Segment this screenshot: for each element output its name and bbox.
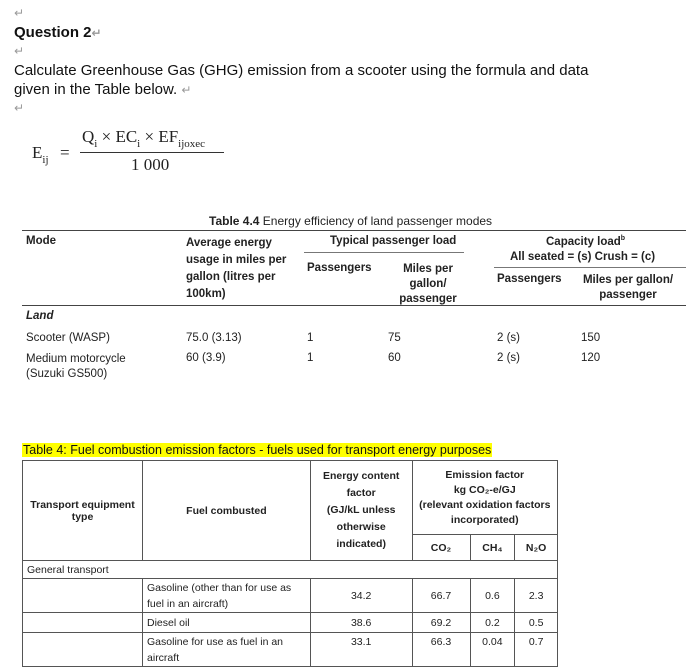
table4-cell-energy: 33.1 bbox=[310, 633, 412, 667]
table4-header-co2: CO₂ bbox=[412, 535, 470, 561]
table44-row-cap-mpg: 120 bbox=[581, 352, 601, 364]
table44-header-mode: Mode bbox=[26, 235, 57, 247]
paragraph-mark: ↵ bbox=[14, 44, 25, 58]
table44-row-avg: 60 (3.9) bbox=[186, 352, 226, 364]
table44-row-passengers: 1 bbox=[307, 332, 314, 344]
formula-denominator: 1 000 bbox=[131, 155, 170, 174]
formula-numerator: $Q_i \times EC_i \times EF_{ijoxec}$ bbox=[82, 127, 206, 150]
table44-row-cap-passengers: 2 (s) bbox=[497, 332, 520, 344]
capacity-load-rule bbox=[494, 267, 686, 268]
table44-row-avg: 75.0 (3.13) bbox=[186, 332, 242, 344]
table4-header-emission: Emission factor kg CO₂-e/GJ (relevant oxidation factors incorporated) bbox=[412, 461, 557, 535]
table4-cell-co2: 69.2 bbox=[412, 613, 470, 633]
table4-header-fuel: Fuel combusted bbox=[143, 461, 311, 561]
paragraph-mark: ↵ bbox=[91, 26, 102, 40]
table44-header-cap-mpg: Miles per gallon/ passenger bbox=[582, 274, 674, 301]
table44-header-mpg-passenger: Miles per gallon/ passenger bbox=[399, 263, 457, 305]
table44-row-mpg: 75 bbox=[388, 332, 401, 344]
table44-header-capacity-load: Capacity load$^b$ bbox=[546, 235, 626, 248]
table4-cell-energy: 34.2 bbox=[310, 579, 412, 613]
table-row bbox=[23, 461, 558, 535]
paragraph-mark: ↵ bbox=[14, 6, 25, 20]
table4-cell-ch4: 0.6 bbox=[470, 579, 515, 613]
table44-header-typical-load: Typical passenger load bbox=[330, 235, 457, 247]
table4-cell-ch4: 0.2 bbox=[470, 613, 515, 633]
table4-header-equipment: Transport equipment type bbox=[23, 461, 143, 561]
table4-cell-n2o: 0.7 bbox=[515, 633, 558, 667]
table44-header-avg-energy: Average energy usage in miles per gallon (litres per 100km) bbox=[186, 237, 287, 300]
paragraph-mark: ↵ bbox=[181, 83, 192, 97]
table4-cell-energy: 38.6 bbox=[310, 613, 412, 633]
table-row bbox=[23, 613, 558, 633]
fraction-bar bbox=[80, 152, 224, 153]
table-row bbox=[23, 561, 558, 579]
table4-header-ch4: CH₄ bbox=[470, 535, 515, 561]
table4-cell-co2: 66.7 bbox=[412, 579, 470, 613]
table44-row-mode: Medium motorcycle (Suzuki GS500) bbox=[26, 353, 126, 380]
table4-cell-fuel: Gasoline (other than for use as fuel in an aircraft) bbox=[143, 579, 311, 613]
table44-row-mode: Scooter (WASP) bbox=[26, 332, 110, 344]
table4-header-n2o: N₂O bbox=[515, 535, 558, 561]
table4-cell-fuel: Diesel oil bbox=[143, 613, 311, 633]
table4-cell-n2o: 2.3 bbox=[515, 579, 558, 613]
table44-row-passengers: 1 bbox=[307, 352, 314, 364]
typical-load-rule bbox=[304, 252, 464, 253]
table4-cell-ch4: 0.04 bbox=[470, 633, 515, 667]
paragraph-mark: ↵ bbox=[14, 101, 25, 115]
table44-header-capacity-sub: All seated = (s) Crush = (c) bbox=[510, 251, 656, 263]
table4-cell-empty bbox=[23, 579, 143, 613]
table44-row-cap-mpg: 150 bbox=[581, 332, 601, 344]
question-title: Question 2↵ bbox=[14, 24, 102, 41]
table44-caption: Table 4.4 Energy efficiency of land passenger modes bbox=[209, 214, 493, 228]
formula-equals: = bbox=[60, 143, 70, 162]
table4-section-general: General transport bbox=[23, 561, 558, 579]
table44-header-rule bbox=[22, 305, 686, 306]
table-row bbox=[23, 579, 558, 613]
table44-section-land: Land bbox=[26, 310, 54, 322]
table4-cell-fuel: Gasoline for use as fuel in an aircraft bbox=[143, 633, 311, 667]
formula-lhs: $E_{ij}$ bbox=[32, 143, 49, 166]
table4-cell-empty bbox=[23, 633, 143, 667]
table4-header-energy: Energy content factor (GJ/kL unless otherwise indicated) bbox=[310, 461, 412, 561]
table44-header-passengers: Passengers bbox=[307, 262, 372, 274]
table4-cell-n2o: 0.5 bbox=[515, 613, 558, 633]
table44-row-mpg: 60 bbox=[388, 352, 401, 364]
table4-cell-co2: 66.3 bbox=[412, 633, 470, 667]
table44-header-cap-passengers: Passengers bbox=[497, 273, 562, 285]
table4-caption: Table 4: Fuel combustion emission factors - fuels used for transport energy purposes bbox=[23, 443, 492, 457]
table4 bbox=[22, 460, 558, 667]
intro-text: Calculate Greenhouse Gas (GHG) emission from a scooter using the formula and data given in the Table below. ↵ bbox=[14, 62, 589, 98]
table44-row-cap-passengers: 2 (s) bbox=[497, 352, 520, 364]
table-row bbox=[23, 633, 558, 667]
table4-cell-empty bbox=[23, 613, 143, 633]
table44-top-rule bbox=[22, 230, 686, 231]
